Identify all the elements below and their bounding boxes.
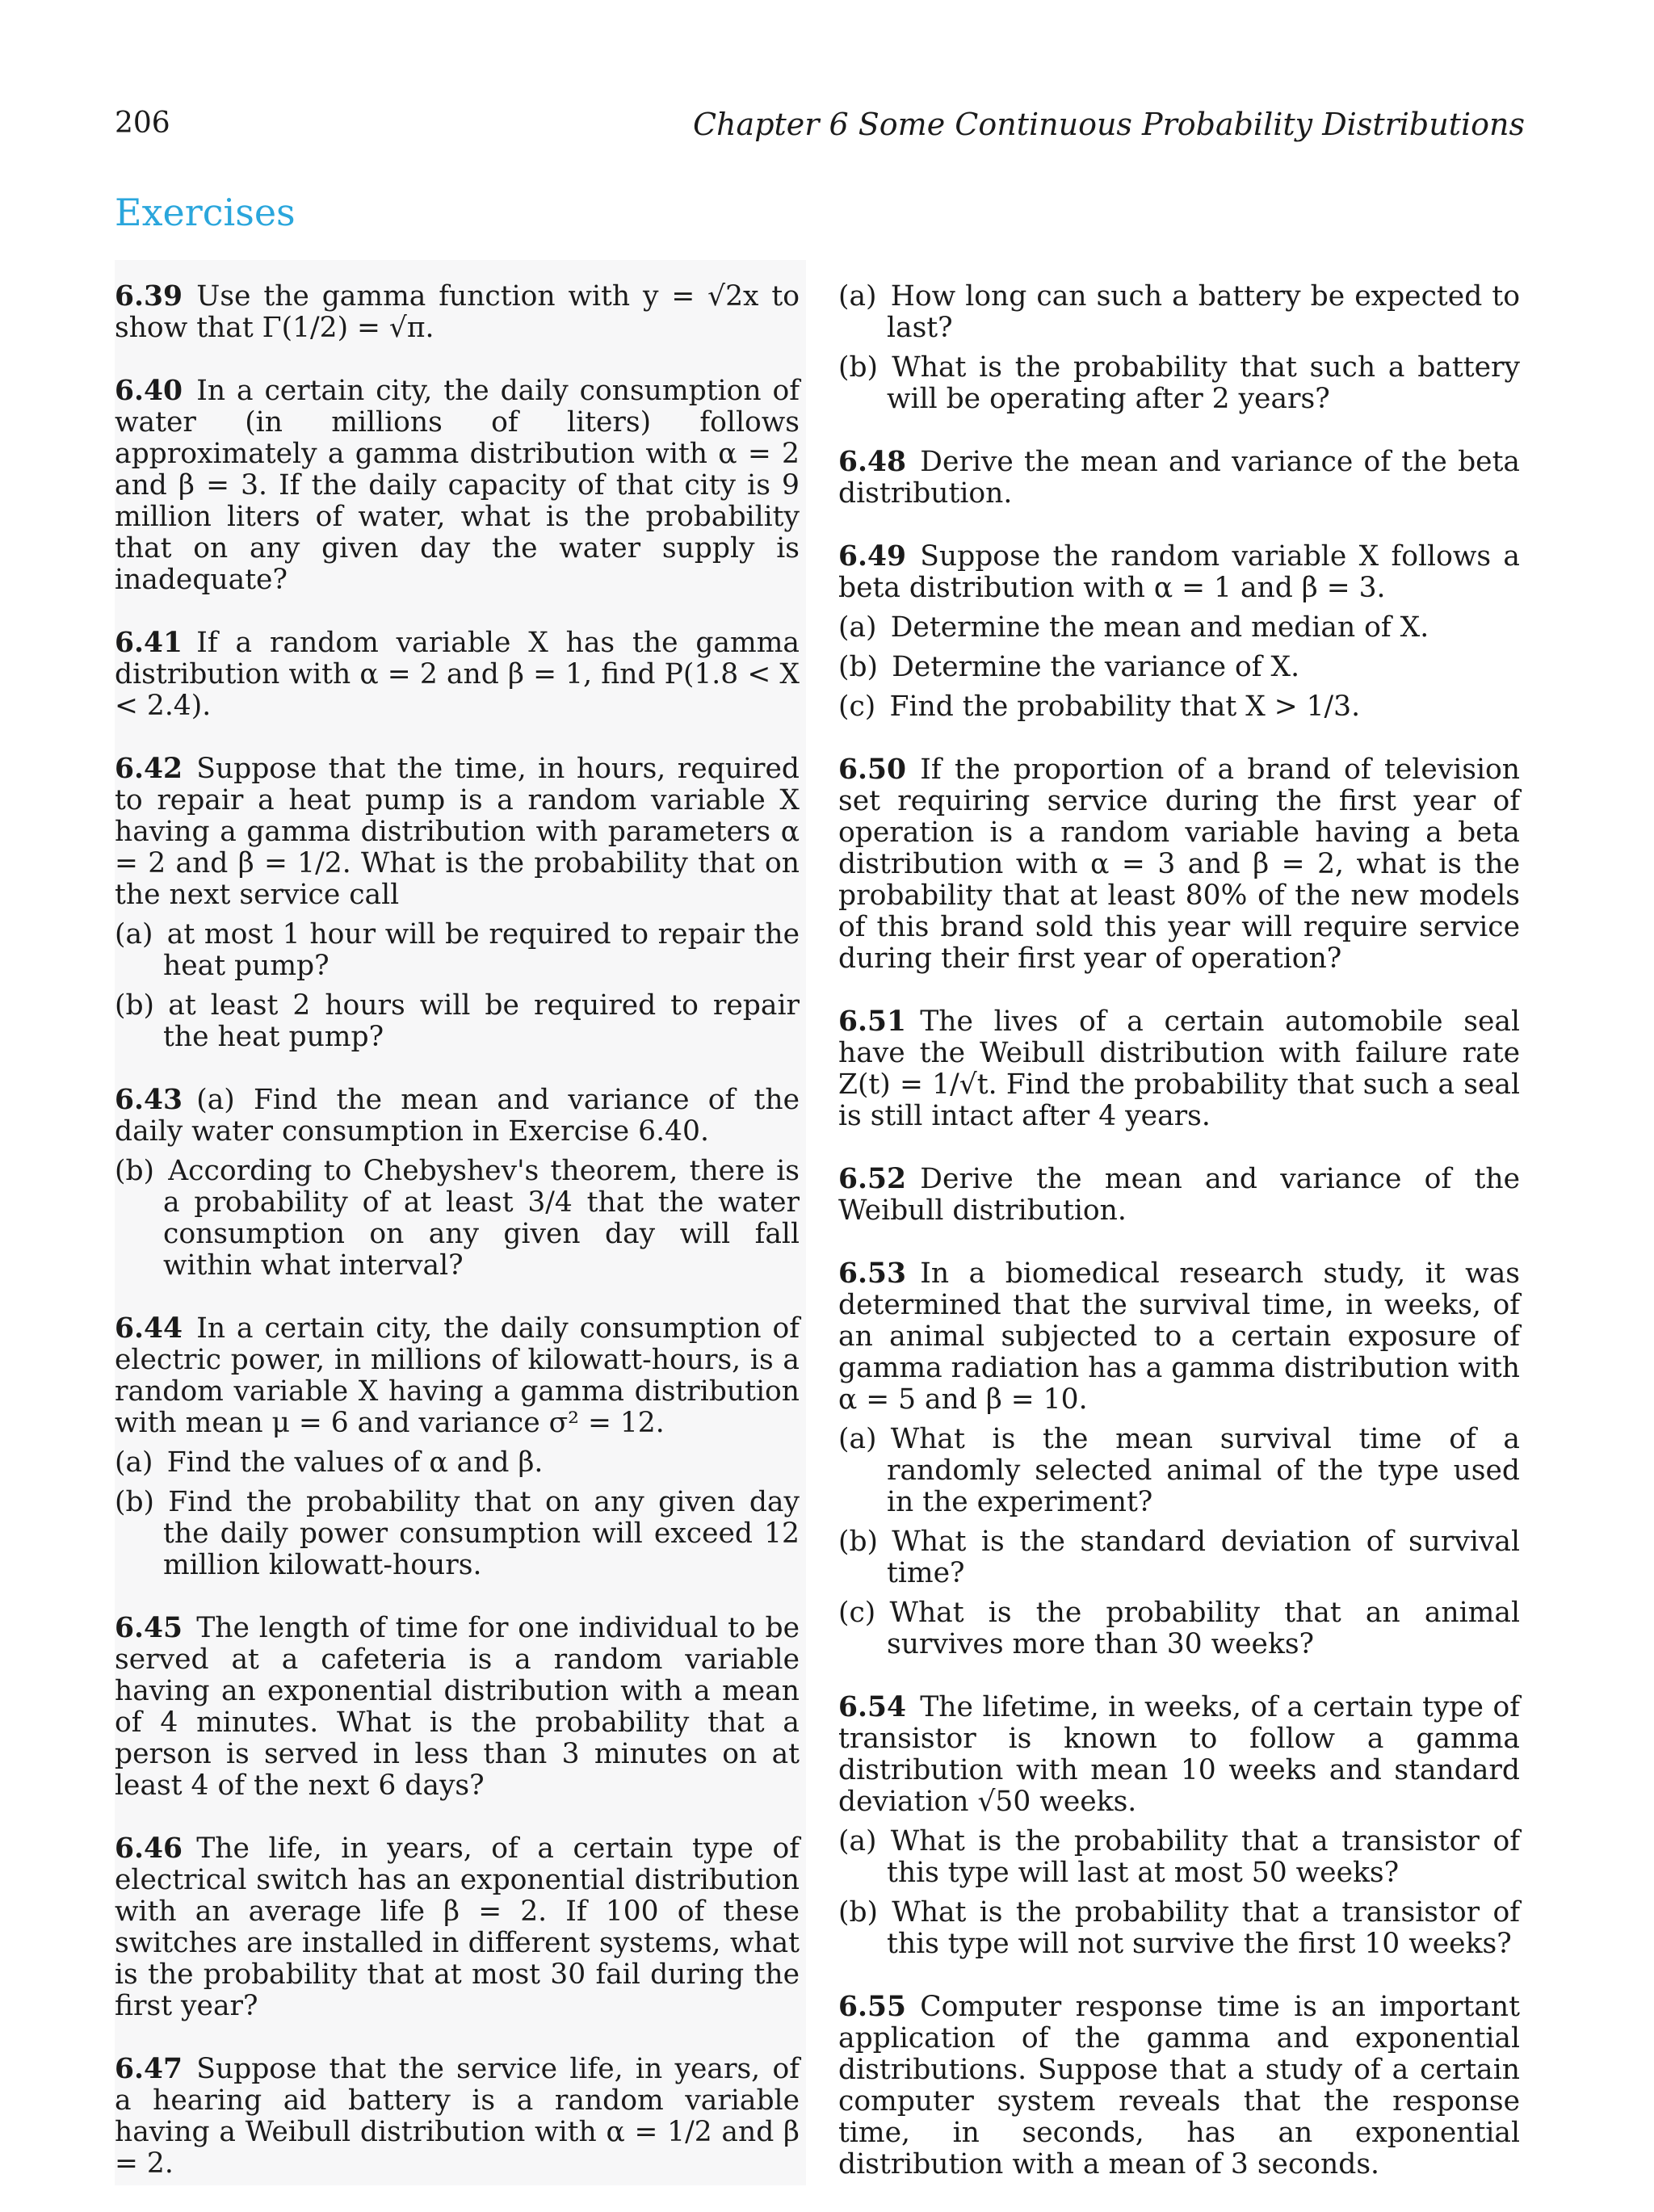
- exercise-stem: [838, 1164, 1520, 1227]
- exercise-number: 6.49: [838, 540, 907, 573]
- part-text: How long can such a battery be expected to last?: [887, 280, 1520, 344]
- exercise-text: Derive the mean and variance of the beta distribution.: [838, 446, 1520, 510]
- exercise-text: The lives of a certain automobile seal have the Weibull distribution with failure rate Z(t) = 1/√t. Find the probability that such a seal is still intact after 4 years.: [838, 1005, 1520, 1132]
- exercise-text: In a certain city, the daily consumption of water (in millions of liters) follows approximately a gamma distribution with α = 2 and β = 3. If the daily capacity of that city is 9 million liters of water, what is the probability that on any given day the water supply is inadequate?: [115, 375, 800, 596]
- exercise-part: [838, 691, 1520, 723]
- exercise-part: [838, 352, 1520, 415]
- exercise-part: [115, 990, 800, 1053]
- part-label: (b): [115, 1486, 155, 1518]
- exercise-stem: [838, 447, 1520, 510]
- exercise-part: [838, 1897, 1520, 1960]
- exercise-text: In a biomedical research study, it was determined that the survival time, in weeks, of an animal subjected to a certain exposure of gamma radiation has a gamma distribution with α = 5 and β = 10.: [838, 1257, 1520, 1416]
- exercise-text: Use the gamma function with y = √2x to show that Γ(1/2) = √π.: [115, 280, 800, 344]
- part-label: (a): [115, 1446, 153, 1479]
- exercise-stem: [838, 754, 1520, 975]
- part-label: (a): [838, 1825, 877, 1857]
- left-column: [115, 281, 800, 2211]
- exercise-part: [838, 1526, 1520, 1589]
- exercise-number: 6.54: [838, 1691, 907, 1723]
- exercise-part: [115, 1487, 800, 1581]
- exercise-text: Computer response time is an important application of the gamma and exponential distributions. Suppose that a study of a certain computer system reveals that the response time, in seconds, has an exponential distribution with a mean of 3 seconds.: [838, 1991, 1520, 2181]
- exercise: [115, 1613, 800, 1802]
- exercise: [838, 1258, 1520, 1660]
- exercise: [115, 281, 800, 344]
- exercise: [838, 447, 1520, 510]
- part-label: (a): [196, 1084, 235, 1116]
- part-label: (c): [838, 1597, 876, 1629]
- exercise-text: If the proportion of a brand of television set requiring service during the first year of operation is a random variable having a beta distribution with α = 3 and β = 2, what is the probability that at least 80% of the new models of this brand sold this year will require service during their first year of operation?: [838, 753, 1520, 975]
- exercise-number: 6.42: [115, 753, 183, 785]
- exercise-number: 6.46: [115, 1832, 183, 1865]
- exercise-number: 6.45: [115, 1612, 183, 1644]
- right-column: [838, 281, 1520, 2212]
- page-number: 206: [115, 107, 170, 140]
- part-text: Find the probability that X > 1/3.: [889, 690, 1361, 723]
- part-label: (b): [838, 1526, 879, 1558]
- part-label: (a): [838, 1423, 877, 1455]
- exercise-number: 6.55: [838, 1991, 907, 2023]
- exercise-stem: [115, 281, 800, 344]
- exercise: [838, 1992, 1520, 2181]
- exercise: [115, 2054, 800, 2180]
- part-text: What is the probability that a transistor of this type will last at most 50 weeks?: [887, 1825, 1520, 1889]
- part-text: Find the mean and variance of the daily water consumption in Exercise 6.40.: [115, 1084, 800, 1148]
- exercise-stem: [838, 1992, 1520, 2181]
- page-header: [115, 107, 1525, 155]
- part-text: Find the values of α and β.: [166, 1446, 544, 1479]
- exercise-number: 6.39: [115, 280, 183, 313]
- part-label: (b): [838, 1896, 879, 1929]
- part-label: (b): [838, 651, 879, 683]
- exercise: [115, 1313, 800, 1581]
- exercise-text: The life, in years, of a certain type of electrical switch has an exponential distribution with an average life β = 2. If 100 of these switches are installed in different systems, what is the probability that at most 30 fail during the first year?: [115, 1832, 800, 2022]
- exercise-number: 6.41: [115, 627, 183, 659]
- exercise-number: 6.47: [115, 2053, 183, 2085]
- part-text: Find the probability that on any given day the daily power consumption will exceed 12 million kilowatt-hours.: [163, 1486, 800, 1581]
- exercise-text: In a certain city, the daily consumption of electric power, in millions of kilowatt-hours, is a random variable X having a gamma distribution with mean μ = 6 and variance σ² = 12.: [115, 1312, 800, 1439]
- part-text: Determine the mean and median of X.: [890, 611, 1429, 644]
- part-text: What is the probability that a transistor of this type will not survive the first 10 weeks?: [887, 1896, 1520, 1960]
- part-label: (b): [838, 351, 879, 384]
- exercise-text: The lifetime, in weeks, of a certain type of transistor is known to follow a gamma distribution with mean 10 weeks and standard deviation √50 weeks.: [838, 1691, 1520, 1818]
- exercise-part: [838, 1597, 1520, 1660]
- exercise-stem: [115, 2054, 800, 2180]
- part-label: (b): [115, 1155, 155, 1187]
- exercise-stem: [115, 376, 800, 596]
- exercise-stem: [838, 1258, 1520, 1416]
- exercise-number: 6.40: [115, 375, 183, 407]
- exercise-text: Suppose that the time, in hours, required to repair a heat pump is a random variable X having a gamma distribution with parameters α = 2 and β = 1/2. What is the probability that on the next service call: [115, 753, 800, 911]
- running-head: Chapter 6 Some Continuous Probability Distributions: [692, 107, 1525, 142]
- part-text: Determine the variance of X.: [892, 651, 1300, 683]
- part-label: (a): [838, 611, 877, 644]
- exercise-number: 6.50: [838, 753, 907, 786]
- exercise-stem: [115, 1313, 800, 1439]
- part-text: at least 2 hours will be required to repair the heat pump?: [163, 989, 800, 1053]
- exercise-text: Suppose that the service life, in years, of a hearing aid battery is a random variable having a Weibull distribution with α = 1/2 and β = 2.: [115, 2053, 800, 2180]
- exercise: [115, 628, 800, 722]
- section-title: Exercises: [115, 191, 296, 234]
- exercise-stem: [115, 1833, 800, 2022]
- exercise-number: 6.52: [838, 1163, 907, 1195]
- exercise-number: 6.43: [115, 1084, 183, 1116]
- exercise: [838, 754, 1520, 975]
- exercise-stem: [838, 1006, 1520, 1132]
- exercise: [838, 1692, 1520, 1960]
- exercise-number: 6.51: [838, 1005, 907, 1038]
- exercise-number: 6.48: [838, 446, 907, 478]
- part-text: What is the probability that an animal survives more than 30 weeks?: [887, 1597, 1520, 1660]
- part-text: What is the mean survival time of a randomly selected animal of the type used in the experiment?: [887, 1423, 1520, 1518]
- exercise-part: [838, 1826, 1520, 1889]
- part-text: What is the probability that such a battery will be operating after 2 years?: [887, 351, 1520, 415]
- exercise-number: 6.44: [115, 1312, 183, 1345]
- exercise: [838, 281, 1520, 415]
- exercise-stem: [115, 1613, 800, 1802]
- part-text: What is the standard deviation of survival time?: [887, 1526, 1520, 1589]
- part-label: (b): [115, 989, 155, 1022]
- exercise: [838, 541, 1520, 723]
- exercise: [838, 1164, 1520, 1227]
- exercise-number: 6.53: [838, 1257, 907, 1290]
- exercise-stem: [115, 1085, 800, 1148]
- exercise-text: If a random variable X has the gamma distribution with α = 2 and β = 1, find P(1.8 < X < 2.4).: [115, 627, 800, 722]
- exercise: [115, 376, 800, 596]
- exercise-stem: [115, 628, 800, 722]
- exercise-part: [838, 612, 1520, 644]
- part-label: (a): [838, 280, 877, 313]
- exercise-text: The length of time for one individual to be served at a cafeteria is a random variable having an exponential distribution with a mean of 4 minutes. What is the probability that a person is served in less than 3 minutes on at least 4 of the next 6 days?: [115, 1612, 800, 1802]
- exercise-text: Suppose the random variable X follows a beta distribution with α = 1 and β = 3.: [838, 540, 1520, 604]
- part-label: (c): [838, 690, 876, 723]
- part-text: According to Chebyshev's theorem, there is a probability of at least 3/4 that the water consumption on any given day will fall within what interval?: [163, 1155, 800, 1282]
- exercise-part: [115, 1447, 800, 1479]
- exercise-part: [838, 1424, 1520, 1518]
- part-label: (a): [115, 918, 153, 951]
- exercise: [115, 753, 800, 1053]
- exercise-part: [838, 281, 1520, 344]
- exercise: [115, 1833, 800, 2022]
- exercise-part: [115, 919, 800, 982]
- exercise-part: [838, 652, 1520, 683]
- exercise-stem: [838, 541, 1520, 604]
- exercise: [838, 1006, 1520, 1132]
- part-text: at most 1 hour will be required to repair the heat pump?: [163, 918, 800, 982]
- exercise-stem: [838, 1692, 1520, 1818]
- exercise: [115, 1085, 800, 1282]
- exercise-part: [115, 1156, 800, 1282]
- exercise-text: Derive the mean and variance of the Weibull distribution.: [838, 1163, 1520, 1227]
- exercise-stem: [115, 753, 800, 911]
